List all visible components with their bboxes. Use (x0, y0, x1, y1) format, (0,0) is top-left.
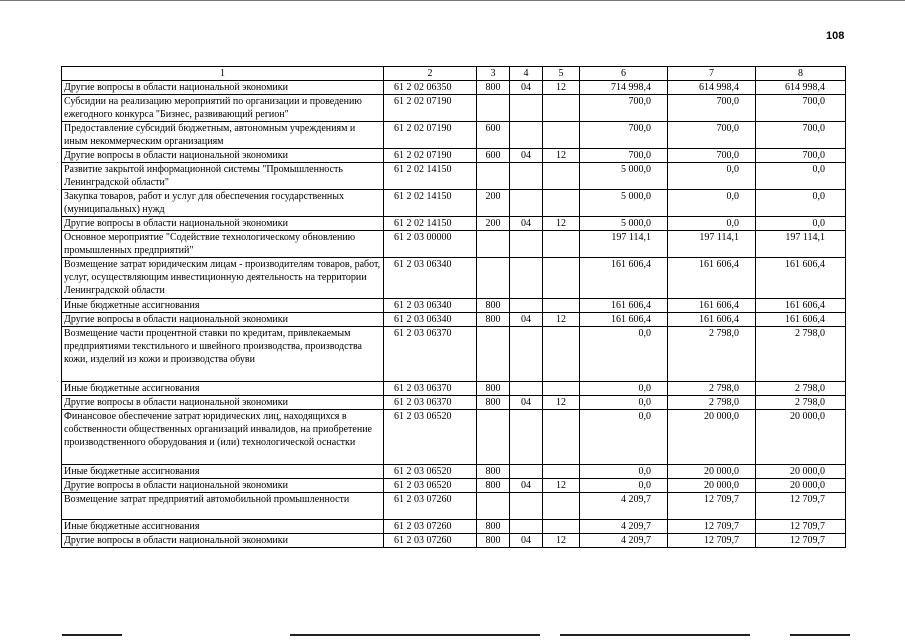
row-col3-cell: 800 (477, 382, 510, 396)
row-code-cell: 61 2 03 06520 (384, 410, 477, 465)
table-row (62, 327, 846, 382)
row-col8-cell: 20 000,0 (756, 465, 846, 479)
row-col8-cell: 161 606,4 (756, 299, 846, 313)
table-row (62, 149, 846, 163)
row-col5-cell (543, 327, 580, 382)
row-col6-cell: 700,0 (580, 149, 668, 163)
row-code-cell: 61 2 03 07260 (384, 534, 477, 548)
row-col6-cell: 5 000,0 (580, 217, 668, 231)
row-col6-cell: 0,0 (580, 396, 668, 410)
row-col8-cell: 161 606,4 (756, 313, 846, 327)
header-row (62, 67, 846, 81)
column-header: 6 (580, 67, 668, 81)
row-code-cell: 61 2 02 14150 (384, 217, 477, 231)
row-col3-cell: 800 (477, 534, 510, 548)
bottom-rule (62, 634, 122, 636)
row-col3-cell: 200 (477, 217, 510, 231)
row-col7-cell: 197 114,1 (668, 231, 756, 258)
row-name-cell: Иные бюджетные ассигнования (62, 520, 384, 534)
table-row (62, 190, 846, 217)
table-row (62, 493, 846, 520)
row-col4-cell (510, 163, 543, 190)
table-row (62, 396, 846, 410)
row-col4-cell (510, 95, 543, 122)
row-col5-cell (543, 163, 580, 190)
row-col6-cell: 5 000,0 (580, 190, 668, 217)
row-col3-cell (477, 327, 510, 382)
row-col8-cell: 700,0 (756, 95, 846, 122)
row-col3-cell (477, 163, 510, 190)
row-col4-cell (510, 190, 543, 217)
row-col8-cell: 2 798,0 (756, 327, 846, 382)
row-col7-cell: 2 798,0 (668, 327, 756, 382)
row-col3-cell (477, 258, 510, 299)
row-col6-cell: 714 998,4 (580, 81, 668, 95)
row-name-cell: Другие вопросы в области национальной экономики (62, 81, 384, 95)
row-name-cell: Другие вопросы в области национальной экономики (62, 479, 384, 493)
table-row (62, 410, 846, 465)
row-col8-cell: 0,0 (756, 217, 846, 231)
column-header: 7 (668, 67, 756, 81)
row-name-cell: Возмещение части процентной ставки по кредитам, привлекаемым предприятиями текстильного и швейного производства, производства кожи, изделий из кожи и производства обуви (62, 327, 384, 382)
row-col7-cell: 20 000,0 (668, 479, 756, 493)
row-col7-cell: 0,0 (668, 190, 756, 217)
row-col5-cell: 12 (543, 534, 580, 548)
row-col8-cell: 0,0 (756, 163, 846, 190)
row-col4-cell (510, 382, 543, 396)
row-col5-cell: 12 (543, 149, 580, 163)
bottom-rule (290, 634, 540, 636)
row-col5-cell: 12 (543, 217, 580, 231)
row-code-cell: 61 2 02 06350 (384, 81, 477, 95)
column-header: 1 (62, 67, 384, 81)
bottom-rule (560, 634, 750, 636)
row-col3-cell: 800 (477, 396, 510, 410)
row-col8-cell: 20 000,0 (756, 479, 846, 493)
row-col7-cell: 2 798,0 (668, 382, 756, 396)
column-header: 5 (543, 67, 580, 81)
table-row (62, 95, 846, 122)
row-col6-cell: 4 209,7 (580, 520, 668, 534)
row-name-cell: Иные бюджетные ассигнования (62, 465, 384, 479)
table-row (62, 479, 846, 493)
row-col4-cell: 04 (510, 217, 543, 231)
row-code-cell: 61 2 02 14150 (384, 163, 477, 190)
row-col8-cell: 20 000,0 (756, 410, 846, 465)
row-name-cell: Другие вопросы в области национальной экономики (62, 149, 384, 163)
table-row (62, 217, 846, 231)
row-col3-cell: 600 (477, 122, 510, 149)
table-row (62, 163, 846, 190)
row-col7-cell: 0,0 (668, 217, 756, 231)
row-name-cell: Другие вопросы в области национальной экономики (62, 217, 384, 231)
row-name-cell: Предоставление субсидий бюджетным, автономным учреждениям и иным некоммерческим организациям (62, 122, 384, 149)
row-col4-cell (510, 258, 543, 299)
row-name-cell: Финансовое обеспечение затрат юридических лиц, находящихся в собственности общественных организаций инвалидов, на приобретение производственного оборудования и (или) технологической оснастки (62, 410, 384, 465)
row-col6-cell: 0,0 (580, 327, 668, 382)
row-col7-cell: 161 606,4 (668, 313, 756, 327)
row-col8-cell: 161 606,4 (756, 258, 846, 299)
row-name-cell: Другие вопросы в области национальной экономики (62, 534, 384, 548)
row-name-cell: Иные бюджетные ассигнования (62, 299, 384, 313)
row-name-cell: Возмещение затрат предприятий автомобильной промышленности (62, 493, 384, 520)
row-col6-cell: 161 606,4 (580, 258, 668, 299)
row-col7-cell: 161 606,4 (668, 258, 756, 299)
page-number: 108 (826, 30, 845, 42)
row-col4-cell: 04 (510, 81, 543, 95)
row-col6-cell: 700,0 (580, 95, 668, 122)
row-code-cell: 61 2 03 07260 (384, 520, 477, 534)
row-col3-cell: 800 (477, 520, 510, 534)
row-name-cell: Развитие закрытой информационной системы "Промышленность Ленинградской области" (62, 163, 384, 190)
row-code-cell: 61 2 03 06370 (384, 382, 477, 396)
row-col6-cell: 197 114,1 (580, 231, 668, 258)
row-col3-cell: 800 (477, 479, 510, 493)
table-row (62, 465, 846, 479)
row-col7-cell: 2 798,0 (668, 396, 756, 410)
column-header: 2 (384, 67, 477, 81)
row-col6-cell: 0,0 (580, 479, 668, 493)
column-header: 3 (477, 67, 510, 81)
row-code-cell: 61 2 02 14150 (384, 190, 477, 217)
row-col7-cell: 12 709,7 (668, 534, 756, 548)
row-col4-cell (510, 493, 543, 520)
row-col3-cell (477, 493, 510, 520)
column-header: 8 (756, 67, 846, 81)
row-col6-cell: 4 209,7 (580, 493, 668, 520)
row-name-cell: Другие вопросы в области национальной экономики (62, 396, 384, 410)
budget-table (61, 66, 846, 548)
row-name-cell: Закупка товаров, работ и услуг для обеспечения государственных (муниципальных) нужд (62, 190, 384, 217)
row-col5-cell (543, 190, 580, 217)
row-col7-cell: 12 709,7 (668, 520, 756, 534)
row-col7-cell: 700,0 (668, 122, 756, 149)
row-col4-cell (510, 410, 543, 465)
row-col8-cell: 2 798,0 (756, 396, 846, 410)
row-col4-cell (510, 327, 543, 382)
row-col5-cell (543, 382, 580, 396)
row-code-cell: 61 2 02 07190 (384, 95, 477, 122)
row-col5-cell (543, 299, 580, 313)
row-name-cell: Субсидии на реализацию мероприятий по организации и проведению ежегодного конкурса "Бизнес, развивающий регион" (62, 95, 384, 122)
table-row (62, 122, 846, 149)
row-col7-cell: 614 998,4 (668, 81, 756, 95)
row-code-cell: 61 2 03 06520 (384, 465, 477, 479)
row-code-cell: 61 2 03 06370 (384, 396, 477, 410)
table-row (62, 520, 846, 534)
row-col5-cell (543, 95, 580, 122)
row-col6-cell: 161 606,4 (580, 299, 668, 313)
row-col4-cell: 04 (510, 149, 543, 163)
row-col3-cell: 800 (477, 313, 510, 327)
table-row (62, 258, 846, 299)
row-code-cell: 61 2 03 06520 (384, 479, 477, 493)
row-code-cell: 61 2 03 06340 (384, 299, 477, 313)
row-col6-cell: 5 000,0 (580, 163, 668, 190)
row-col5-cell (543, 493, 580, 520)
row-col3-cell (477, 95, 510, 122)
row-code-cell: 61 2 03 00000 (384, 231, 477, 258)
row-name-cell: Иные бюджетные ассигнования (62, 382, 384, 396)
row-col5-cell: 12 (543, 479, 580, 493)
row-col7-cell: 0,0 (668, 163, 756, 190)
row-col4-cell: 04 (510, 479, 543, 493)
row-col8-cell: 614 998,4 (756, 81, 846, 95)
row-col5-cell: 12 (543, 81, 580, 95)
row-col5-cell (543, 258, 580, 299)
bottom-rule (790, 634, 850, 636)
row-code-cell: 61 2 03 07260 (384, 493, 477, 520)
row-code-cell: 61 2 03 06340 (384, 258, 477, 299)
row-col7-cell: 700,0 (668, 149, 756, 163)
row-col4-cell: 04 (510, 534, 543, 548)
row-col8-cell: 12 709,7 (756, 520, 846, 534)
table-row (62, 81, 846, 95)
table-row (62, 313, 846, 327)
row-name-cell: Возмещение затрат юридическим лицам - производителям товаров, работ, услуг, осуществляющим инвестиционную деятельность на территории Ленинградской области (62, 258, 384, 299)
row-col5-cell (543, 231, 580, 258)
row-col5-cell (543, 410, 580, 465)
row-col3-cell: 800 (477, 299, 510, 313)
row-col6-cell: 0,0 (580, 465, 668, 479)
table-row (62, 299, 846, 313)
row-col8-cell: 12 709,7 (756, 534, 846, 548)
table-row (62, 382, 846, 396)
column-header: 4 (510, 67, 543, 81)
row-col6-cell: 0,0 (580, 410, 668, 465)
row-code-cell: 61 2 03 06370 (384, 327, 477, 382)
row-col8-cell: 0,0 (756, 190, 846, 217)
row-col7-cell: 700,0 (668, 95, 756, 122)
row-code-cell: 61 2 02 07190 (384, 122, 477, 149)
row-col4-cell (510, 299, 543, 313)
row-code-cell: 61 2 02 07190 (384, 149, 477, 163)
row-col6-cell: 0,0 (580, 382, 668, 396)
row-name-cell: Основное мероприятие "Содействие технологическому обновлению промышленных предприятий" (62, 231, 384, 258)
row-col3-cell (477, 231, 510, 258)
row-col6-cell: 161 606,4 (580, 313, 668, 327)
row-col8-cell: 700,0 (756, 122, 846, 149)
row-col7-cell: 20 000,0 (668, 410, 756, 465)
row-col5-cell (543, 122, 580, 149)
row-col3-cell: 600 (477, 149, 510, 163)
row-col3-cell (477, 410, 510, 465)
row-name-cell: Другие вопросы в области национальной экономики (62, 313, 384, 327)
row-col4-cell (510, 465, 543, 479)
row-col8-cell: 700,0 (756, 149, 846, 163)
row-col4-cell (510, 122, 543, 149)
table-row (62, 231, 846, 258)
row-col3-cell: 800 (477, 81, 510, 95)
row-col8-cell: 2 798,0 (756, 382, 846, 396)
row-col6-cell: 700,0 (580, 122, 668, 149)
row-col7-cell: 20 000,0 (668, 465, 756, 479)
row-col8-cell: 197 114,1 (756, 231, 846, 258)
row-col4-cell: 04 (510, 313, 543, 327)
row-col3-cell: 200 (477, 190, 510, 217)
row-col5-cell: 12 (543, 396, 580, 410)
row-col4-cell: 04 (510, 396, 543, 410)
row-col4-cell (510, 231, 543, 258)
row-col5-cell: 12 (543, 313, 580, 327)
row-col6-cell: 4 209,7 (580, 534, 668, 548)
row-col3-cell: 800 (477, 465, 510, 479)
row-col8-cell: 12 709,7 (756, 493, 846, 520)
row-col7-cell: 161 606,4 (668, 299, 756, 313)
row-col5-cell (543, 520, 580, 534)
row-col4-cell (510, 520, 543, 534)
top-rule (0, 0, 905, 1)
row-col5-cell (543, 465, 580, 479)
row-col7-cell: 12 709,7 (668, 493, 756, 520)
table-row (62, 534, 846, 548)
row-code-cell: 61 2 03 06340 (384, 313, 477, 327)
